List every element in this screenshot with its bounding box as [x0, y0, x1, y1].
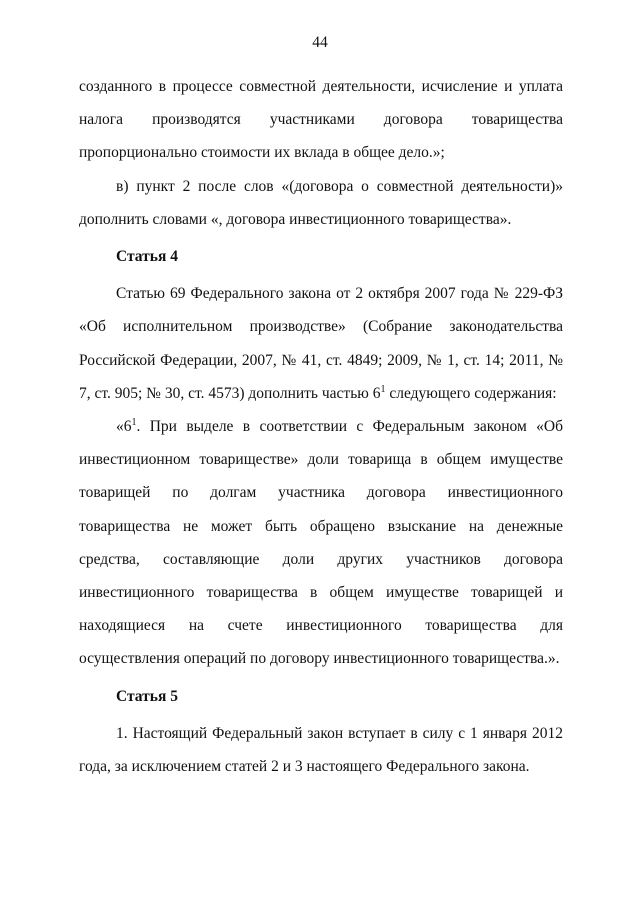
article-4-quote: [79, 410, 563, 676]
article-5-text: 1. Настоящий Федеральный закон вступает в силу с 1 января 2012 года, за исключением статей 2 и 3 настоящего Федерального закона.: [79, 724, 563, 776]
article-4-intro-text: Статью 69 Федерального закона от 2 октября 2007 года № 229-ФЗ «Об исполнительном производстве» (Собрание законодательства Российской Федерации, 2007, № 41, ст. 4849; 2009, № 1, ст. 14; 2011, № 7, ст. 905; № 30, ст. 4573) дополнить частью 6: [79, 285, 563, 402]
paragraph-continuation-line-1: созданного в процессе совместной деятельности, исчисление и уплата: [79, 78, 563, 95]
paragraph-amendment-v: в) пункт 2 после слов «(договора о совместной деятельности)» дополнить словами «, договора инвестиционного товарищества».: [79, 177, 563, 228]
article-4-heading: Статья 4: [116, 248, 178, 266]
article-4-quote-start: «6: [116, 418, 132, 436]
article-4-intro-superscript: 1: [380, 383, 386, 395]
article-4-quote-text: . При выделе в соответствии с Федеральным законом «Об инвестиционном товариществе» доли товарища в общем имуществе товарищей по долгам участника договора инвестиционного товарищества не может быть обращено взыскание на денежные средства, составляющие доли других участников договора инвестиционного товарищества в общем имуществе товарищей и находящиеся на счете инвестиционного товарищества для осуществления операций по договору инвестиционного товарищества.».: [79, 418, 563, 668]
page-number: 44: [312, 34, 328, 51]
document-body: [79, 70, 563, 783]
article-4-quote-superscript: 1: [131, 416, 137, 428]
article-5-heading: Статья 5: [116, 687, 178, 705]
paragraph-continuation-line-3: пропорционально стоимости их вклада в общее дело.»;: [79, 144, 445, 162]
article-4-intro: [79, 277, 563, 410]
article-4-intro-tail: следующего содержания:: [385, 384, 557, 402]
paragraph-continuation-line-2: налога производятся участниками договора товарищества: [79, 111, 563, 129]
